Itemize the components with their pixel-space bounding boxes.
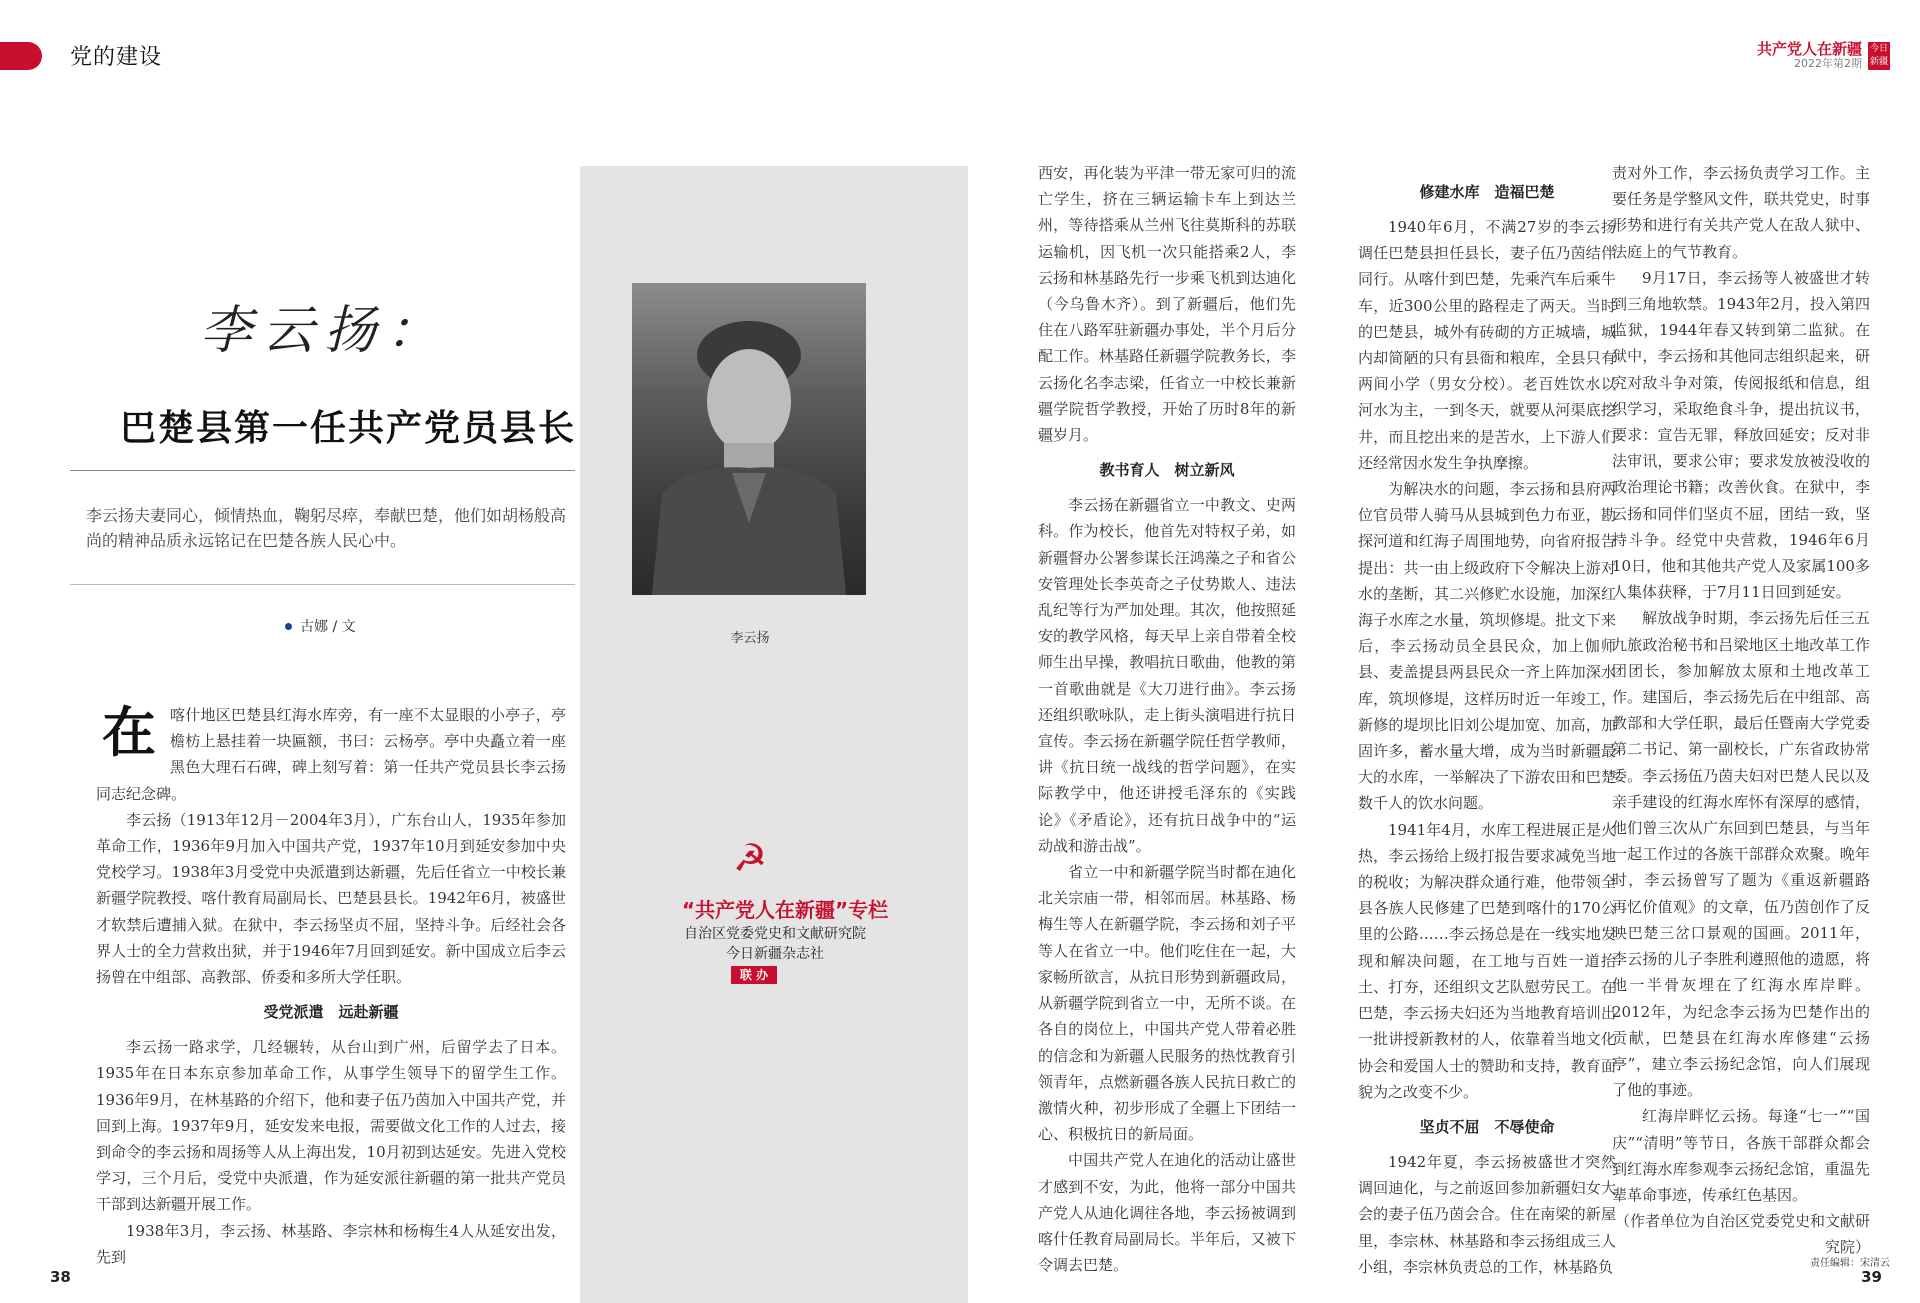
- page-number-right: 39: [1861, 1268, 1882, 1286]
- magazine-header: [1757, 42, 1890, 70]
- paragraph: 李云扬（1913年12月－2004年3月），广东台山人，1935年参加革命工作，1936年9月加入中国共产党，1937年10月到延安参加中央党校学习。1938年3月受党中央派遣到达新疆，先后任省立一中校长兼新疆学院教授、喀什教育局副局长、巴楚县县长。1942年6月，被盛世才软禁后遭捕入狱。在狱中，李云扬坚贞不屈，坚持斗争。后经社会各界人士的全力营救出狱，并于1946年7月回到延安。新中国成立后李云扬曾在中组部、高教部、侨委和多所大学任职。: [96, 810, 566, 987]
- editor-credit: 责任编辑：宋清云: [1810, 1258, 1890, 1269]
- paragraph: 1940年6月，不满27岁的李云扬调任巴楚县担任县长，妻子伍乃茵结伴同行。从喀什到巴楚，先乘汽车后乘牛车，近300公里的路程走了两天。当时的巴楚县，城外有砖砌的方正城墙，城内却简陋的只有县衙和粮库，全县只有两间小学（男女分校）。老百姓饮水以河水为主，一到冬天，就要从河渠底挖井，而且挖出来的是苦水，上下游人们还经常因水发生争执摩擦。: [1358, 218, 1616, 472]
- paragraph: 1942年夏，李云扬被盛世才突然调回迪化，与之前返回参加新疆妇女大会的妻子伍乃茵会合。住在南梁的新屋里，李宗林、林基路和李云扬组成三人小组，李宗林负责总的工作，林基路负: [1358, 1152, 1616, 1276]
- portrait-photo: [632, 283, 866, 595]
- paragraph: 李云扬在新疆省立一中教文、史两科。作为校长，他首先对特权子弟，如新疆督办公署参谋长汪鸿藻之子和省公安管理处长李英奇之子仗势欺人、违法乱纪等行为严加处理。其次，他按照延安的教学风格，每天早上亲自带着全校师生出早操，教唱抗日歌曲，他教的第一首歌曲就是《大刀进行曲》。李云扬还组织歌咏队，走上街头演唱进行抗日宣传。李云扬在新疆学院任哲学教师，讲《抗日统一战线的哲学问题》，在实际教学中，他还讲授毛泽东的《实践论》《矛盾论》，还有抗日战争中的“运动战和游击战”。: [1038, 496, 1296, 855]
- article-subtitle: 巴楚县第一任共产党员县长: [120, 408, 577, 449]
- text-column-4: [1612, 160, 1886, 1260]
- paragraph: 1938年3月，李云扬、林基路、李宗林和杨梅生4人从延安出发，先到: [96, 1221, 566, 1266]
- paragraph: 责对外工作，李云扬负责学习工作。主要任务是学整风文件，联共党史，时事形势和进行有关共产党人在敌人狱中、法庭上的气节教育。: [1612, 164, 1870, 261]
- text-column-2: [1038, 160, 1296, 1278]
- issue-number: 2022年第2期: [1794, 56, 1862, 70]
- section-heading: 坚贞不屈 不辱使命: [1419, 1117, 1555, 1136]
- bullet-icon: [285, 623, 292, 630]
- paragraph: 喀什地区巴楚县红海水库旁，有一座不太显眼的小亭子，亭檐枋上悬挂着一块匾额，书曰：云杨亭。亭中央矗立着一座黑色大理石石碑，碑上刻写着：第一任共产党员县长李云扬同志纪念碑。: [96, 706, 566, 803]
- paragraph: 红海岸畔忆云扬。每逢“七一”“国庆”“清明”等节日，各族干部群众都会到红海水库参观李云扬纪念馆，重温先辈革命事迹，传承红色基因。: [1612, 1107, 1870, 1204]
- paragraph: 西安，再化装为平津一带无家可归的流亡学生，挤在三辆运输卡车上到达兰州，等待搭乘从兰州飞往莫斯科的苏联运输机，因飞机一次只能搭乘2人，李云扬和林基路先行一步乘飞机到达迪化（今乌鲁木齐）。到了新疆后，他们先住在八路军驻新疆办事处，半个月后分配工作。林基路任新疆学院教务长，李云扬化名李志梁，任省立一中校长兼新疆学院哲学教授，开始了历时8年的新疆岁月。: [1038, 164, 1296, 445]
- party-emblem-icon: ☭: [733, 836, 768, 880]
- article-title: 李云扬：: [200, 301, 449, 361]
- photo-caption: 李云扬: [730, 631, 770, 646]
- paragraph: 中国共产党人在迪化的活动让盛世才感到不安，为此，他将一部分中国共产党人从迪化调往各地，李云扬被调到喀什任教育局副局长。半年后，又被下令调去巴楚。: [1038, 1151, 1296, 1275]
- section-heading: 教书育人 树立新风: [1099, 461, 1235, 480]
- text-column-1: [96, 702, 566, 1270]
- author-name: 古娜 / 文: [300, 619, 356, 635]
- paragraph: 李云扬一路求学，几经辗转，从台山到广州，后留学去了日本。1935年在日本东京参加革命工作，从事学生领导下的留学生工作。1936年9月，在林基路的介绍下，他和妻子伍乃茵加入中国共产党，并回到上海。1937年9月，延安发来电报，需要做文化工作的人过去，接到命令的李云扬和周扬等人从上海出发，10月初到达延安。先进入党校学习，三个月后，受党中央派遣，作为延安派往新疆的第一批共产党员干部到达新疆开展工作。: [96, 1038, 566, 1214]
- paragraph: 9月17日，李云扬等人被盛世才转到三角地软禁。1943年2月，投入第四监狱，1944年春又转到第二监狱。在狱中，李云扬和其他同志组织起来，研究对敌斗争对策，传阅报纸和信息，组织学习，采取绝食斗争，提出抗议书，要求：宣告无罪，释放回延安；反对非法审讯，要求公审；要求发放被没收的政治理论书籍；改善伙食。在狱中，李云扬和同伴们坚贞不屈，团结一致，坚持斗争。经党中央营救，1946年6月10日，他和其他共产党人及家属100多人集体获释，于7月11日回到延安。: [1612, 268, 1870, 602]
- drop-cap: 在: [102, 701, 156, 764]
- paragraph: 1941年4月，水库工程进展正是火热，李云扬给上级打报告要求减免当地的税收；为解决群众通行难，他带领全县各族人民修建了巴楚到喀什的170公里的公路……李云扬总是在一线实地发现和解决问题，在工地与百姓一道抬土、打夯，还组织文艺队慰劳民工。在巴楚，李云扬夫妇还为当地教育培训出一批讲授新教材的人，依靠着当地文化协会和爱国人士的赞助和支持，教育面貌为之改变不少。: [1358, 820, 1616, 1101]
- paragraph: 省立一中和新疆学院当时都在迪化北关宗庙一带，相邻而居。林基路、杨梅生等人在新疆学院，李云扬和刘子平等人在省立一中。他们吃住在一起，大家畅所欲言，从抗日形势到新疆政局，从新疆学院到省立一中，无所不谈。在各自的岗位上，中国共产党人带着必胜的信念和为新疆人民服务的热忱教育引领青年，点燃新疆各族人民抗日救亡的激情火种，初步形成了全疆上下团结一心、积极抗日的新局面。: [1038, 863, 1296, 1144]
- column-box-title: “共产党人在新疆”专栏: [681, 898, 889, 922]
- joint-badge: 联 办: [731, 966, 777, 984]
- column-name: 共产党人在新疆: [1756, 40, 1862, 58]
- author-line: [285, 616, 356, 636]
- divider: [70, 584, 575, 585]
- author-affiliation: （作者单位为自治区党委党史和文献研究院）: [1614, 1212, 1870, 1257]
- text-column-3: [1358, 170, 1616, 1280]
- magazine-logo: 今日 新疆: [1868, 42, 1890, 70]
- page-number-left: 38: [50, 1268, 71, 1286]
- section-tab-marker: [0, 42, 42, 70]
- paragraph: 为解决水的问题，李云扬和县府两位官员带人骑马从县城到色力布亚，勘探河道和红海子周围地势，向省府报告提出：共一由上级政府下令解决上游对水的垄断，其二兴修贮水设施，加深红海子水库之水量，筑坝修堤。批文下来后，李云扬动员全县民众，加上伽师县、麦盖提县两县民众一齐上阵加深水库，筑坝修堤，这样历时近一年竣工，新修的堤坝比旧刘公堤加宽、加高，加固许多，蓄水量大增，成为当时新疆最大的水库，一举解决了下游农田和巴楚数千人的饮水问题。: [1358, 480, 1616, 813]
- column-box-orgs: 自治区党委党史和文献研究院 今日新疆杂志社: [684, 926, 866, 962]
- divider: [70, 470, 575, 471]
- portrait-silhouette-icon: [632, 283, 866, 595]
- section-heading: 修建水库 造福巴楚: [1419, 183, 1555, 201]
- article-summary: 李云扬夫妻同心，倾情热血，鞠躬尽瘁，奉献巴楚，他们如胡杨般高尚的精神品质永远铭记在巴楚各族人民心中。: [86, 506, 567, 550]
- paragraph: 解放战争时期，李云扬先后任三五九旅政治秘书和吕梁地区土地改革工作团团长，参加解放太原和土地改革工作。建国后，李云扬先后在中组部、高教部和大学任职，最后任暨南大学党委第二书记、第一副校长，广东省政协常委。李云扬伍乃茵夫妇对巴楚人民以及亲手建设的红海水库怀有深厚的感情，他们曾三次从广东回到巴楚县，与当年一起工作过的各族干部群众欢聚。晚年时，李云扬曾写了题为《重返新疆路 再忆价值观》的文章，伍乃茵创作了反映巴楚三岔口景观的国画。2011年，李云扬的儿子李胜利遵照他的遗愿，将他一半骨灰埋在了红海水库岸畔。2012年，为纪念李云扬为巴楚作出的贡献，巴楚县在红海水库修建“云扬亭”，建立李云扬纪念馆，向人们展现了他的事迹。: [1612, 609, 1886, 1100]
- section-heading: 受党派遣 远赴新疆: [263, 1003, 399, 1022]
- section-label: 党的建设: [70, 45, 163, 70]
